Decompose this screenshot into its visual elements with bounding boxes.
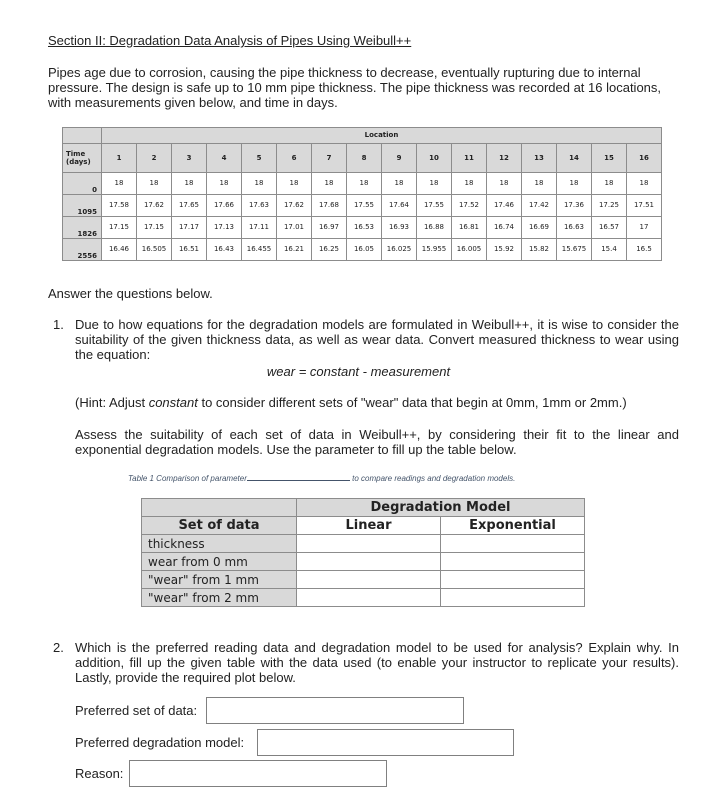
question-2-text: Which is the preferred reading data and degradation model to be used for analysis? Explain why. In addition, fill up the given table with the data used (to enable your instructor to replicate your results). Lastly, provide the required plot below. [75, 640, 679, 685]
preferred-model-label: Preferred degradation model: [75, 735, 245, 750]
location-12-header: 12 [487, 144, 522, 173]
location-3-header: 3 [172, 144, 207, 173]
wear-equation: wear = constant - measurement [266, 364, 451, 379]
thickness-cell: 18 [137, 173, 172, 195]
thickness-cell: 17.68 [312, 195, 347, 217]
thickness-cell: 18 [277, 173, 312, 195]
thickness-cell: 17.62 [277, 195, 312, 217]
location-13-header: 13 [522, 144, 557, 173]
thickness-cell: 16.455 [242, 239, 277, 261]
exponential-cell[interactable] [441, 571, 585, 589]
hint-text [75, 395, 627, 410]
thickness-cell: 16.69 [522, 217, 557, 239]
question-2-number: 2. [53, 640, 64, 655]
thickness-cell: 18 [172, 173, 207, 195]
thickness-cell: 18 [487, 173, 522, 195]
thickness-cell: 16.46 [102, 239, 137, 261]
thickness-cell: 17.58 [102, 195, 137, 217]
location-16-header: 16 [627, 144, 662, 173]
caption-blank [247, 480, 350, 481]
preferred-set-label: Preferred set of data: [75, 703, 198, 718]
caption-prefix: Table 1 Comparison of parameter [128, 474, 247, 483]
thickness-cell: 17.36 [557, 195, 592, 217]
thickness-cell: 18 [102, 173, 137, 195]
assess-text: Assess the suitability of each set of data in Weibull++, by considering their fit to the linear and exponential degradation models. Use the parameter to fill up the table below. [75, 427, 679, 457]
thickness-cell: 16.43 [207, 239, 242, 261]
thickness-cell: 15.4 [592, 239, 627, 261]
thickness-cell: 15.82 [522, 239, 557, 261]
thickness-cell: 16.025 [382, 239, 417, 261]
intro-paragraph: Pipes age due to corrosion, causing the pipe thickness to decrease, eventually rupturing due to internal pressure. The design is safe up to 10 mm pipe thickness. The pipe thickness was recorded at 16 locations, with measurements given below, and time in days. [48, 65, 662, 110]
table-row [142, 571, 585, 589]
thickness-cell: 16.81 [452, 217, 487, 239]
thickness-cell: 18 [312, 173, 347, 195]
data-set-label: "wear" from 1 mm [142, 571, 297, 589]
time-cell: 2556 [63, 239, 102, 261]
data-set-label: thickness [142, 535, 297, 553]
time-cell: 0 [63, 173, 102, 195]
set-of-data-header: Set of data [142, 517, 297, 535]
answer-intro: Answer the questions below. [48, 286, 213, 301]
thickness-cell: 17.25 [592, 195, 627, 217]
thickness-cell: 17.15 [137, 217, 172, 239]
location-6-header: 6 [277, 144, 312, 173]
thickness-cell: 16.505 [137, 239, 172, 261]
thickness-cell: 17 [627, 217, 662, 239]
thickness-cell: 16.93 [382, 217, 417, 239]
thickness-cell: 17.01 [277, 217, 312, 239]
data-set-label: wear from 0 mm [142, 553, 297, 571]
location-10-header: 10 [417, 144, 452, 173]
thickness-cell: 16.25 [312, 239, 347, 261]
linear-cell[interactable] [297, 553, 441, 571]
thickness-cell: 18 [452, 173, 487, 195]
location-4-header: 4 [207, 144, 242, 173]
location-5-header: 5 [242, 144, 277, 173]
thickness-cell: 17.51 [627, 195, 662, 217]
thickness-cell: 16.74 [487, 217, 522, 239]
preferred-model-input[interactable] [257, 729, 514, 756]
thickness-cell: 17.46 [487, 195, 522, 217]
location-9-header: 9 [382, 144, 417, 173]
thickness-cell: 16.05 [347, 239, 382, 261]
location-7-header: 7 [312, 144, 347, 173]
preferred-set-input[interactable] [206, 697, 464, 724]
thickness-cell: 18 [382, 173, 417, 195]
thickness-cell: 17.17 [172, 217, 207, 239]
thickness-cell: 17.64 [382, 195, 417, 217]
location-2-header: 2 [137, 144, 172, 173]
location-14-header: 14 [557, 144, 592, 173]
table-row [63, 173, 662, 195]
thickness-cell: 18 [557, 173, 592, 195]
linear-header: Linear [297, 517, 441, 535]
thickness-cell: 17.65 [172, 195, 207, 217]
thickness-cell: 18 [417, 173, 452, 195]
location-1-header: 1 [102, 144, 137, 173]
thickness-cell: 17.55 [347, 195, 382, 217]
thickness-cell: 16.21 [277, 239, 312, 261]
degradation-table [141, 498, 585, 607]
thickness-cell: 15.955 [417, 239, 452, 261]
thickness-cell: 16.88 [417, 217, 452, 239]
thickness-cell: 16.51 [172, 239, 207, 261]
thickness-cell: 16.005 [452, 239, 487, 261]
thickness-cell: 16.57 [592, 217, 627, 239]
thickness-cell: 17.66 [207, 195, 242, 217]
table-row [142, 535, 585, 553]
thickness-cell: 15.92 [487, 239, 522, 261]
time-header: Time (days) [63, 144, 102, 173]
hint-emphasis: constant [148, 395, 198, 410]
reason-input[interactable] [129, 760, 387, 787]
thickness-table [62, 127, 662, 261]
data-set-label: "wear" from 2 mm [142, 589, 297, 607]
caption-suffix: to compare readings and degradation models. [349, 474, 516, 483]
thickness-cell: 18 [242, 173, 277, 195]
time-cell: 1826 [63, 217, 102, 239]
thickness-cell: 17.63 [242, 195, 277, 217]
exponential-cell[interactable] [441, 535, 585, 553]
exponential-cell[interactable] [441, 589, 585, 607]
section-title: Section II: Degradation Data Analysis of Pipes Using Weibull++ [48, 33, 412, 48]
location-15-header: 15 [592, 144, 627, 173]
table-row [142, 553, 585, 571]
linear-cell[interactable] [297, 535, 441, 553]
time-cell: 1095 [63, 195, 102, 217]
reason-label: Reason: [75, 766, 124, 781]
hint-suffix: to consider different sets of "wear" data that begin at 0mm, 1mm or 2mm.) [197, 395, 627, 410]
hint-prefix: (Hint: Adjust [75, 395, 149, 410]
location-header: Location [102, 128, 662, 144]
thickness-cell: 16.97 [312, 217, 347, 239]
exponential-header: Exponential [441, 517, 585, 535]
thickness-cell: 18 [592, 173, 627, 195]
thickness-cell: 15.675 [557, 239, 592, 261]
degradation-model-header: Degradation Model [297, 499, 585, 517]
table-caption [128, 474, 515, 483]
thickness-cell: 18 [522, 173, 557, 195]
thickness-cell: 18 [207, 173, 242, 195]
question-1-number: 1. [53, 317, 64, 332]
table-row [63, 217, 662, 239]
table-row [142, 589, 585, 607]
thickness-cell: 16.5 [627, 239, 662, 261]
thickness-cell: 18 [347, 173, 382, 195]
table-row [63, 239, 662, 261]
thickness-cell: 16.53 [347, 217, 382, 239]
thickness-cell: 18 [627, 173, 662, 195]
thickness-cell: 17.42 [522, 195, 557, 217]
thickness-cell: 17.13 [207, 217, 242, 239]
location-11-header: 11 [452, 144, 487, 173]
location-8-header: 8 [347, 144, 382, 173]
question-1-text: Due to how equations for the degradation models are formulated in Weibull++, it is wise to consider the suitability of the given thickness data, as well as wear data. Convert measured thickness to wear using the equation: [75, 317, 679, 362]
linear-cell[interactable] [297, 571, 441, 589]
table-row [63, 195, 662, 217]
thickness-cell: 17.52 [452, 195, 487, 217]
thickness-cell: 17.62 [137, 195, 172, 217]
linear-cell[interactable] [297, 589, 441, 607]
thickness-cell: 17.15 [102, 217, 137, 239]
thickness-cell: 17.55 [417, 195, 452, 217]
thickness-cell: 16.63 [557, 217, 592, 239]
exponential-cell[interactable] [441, 553, 585, 571]
thickness-cell: 17.11 [242, 217, 277, 239]
